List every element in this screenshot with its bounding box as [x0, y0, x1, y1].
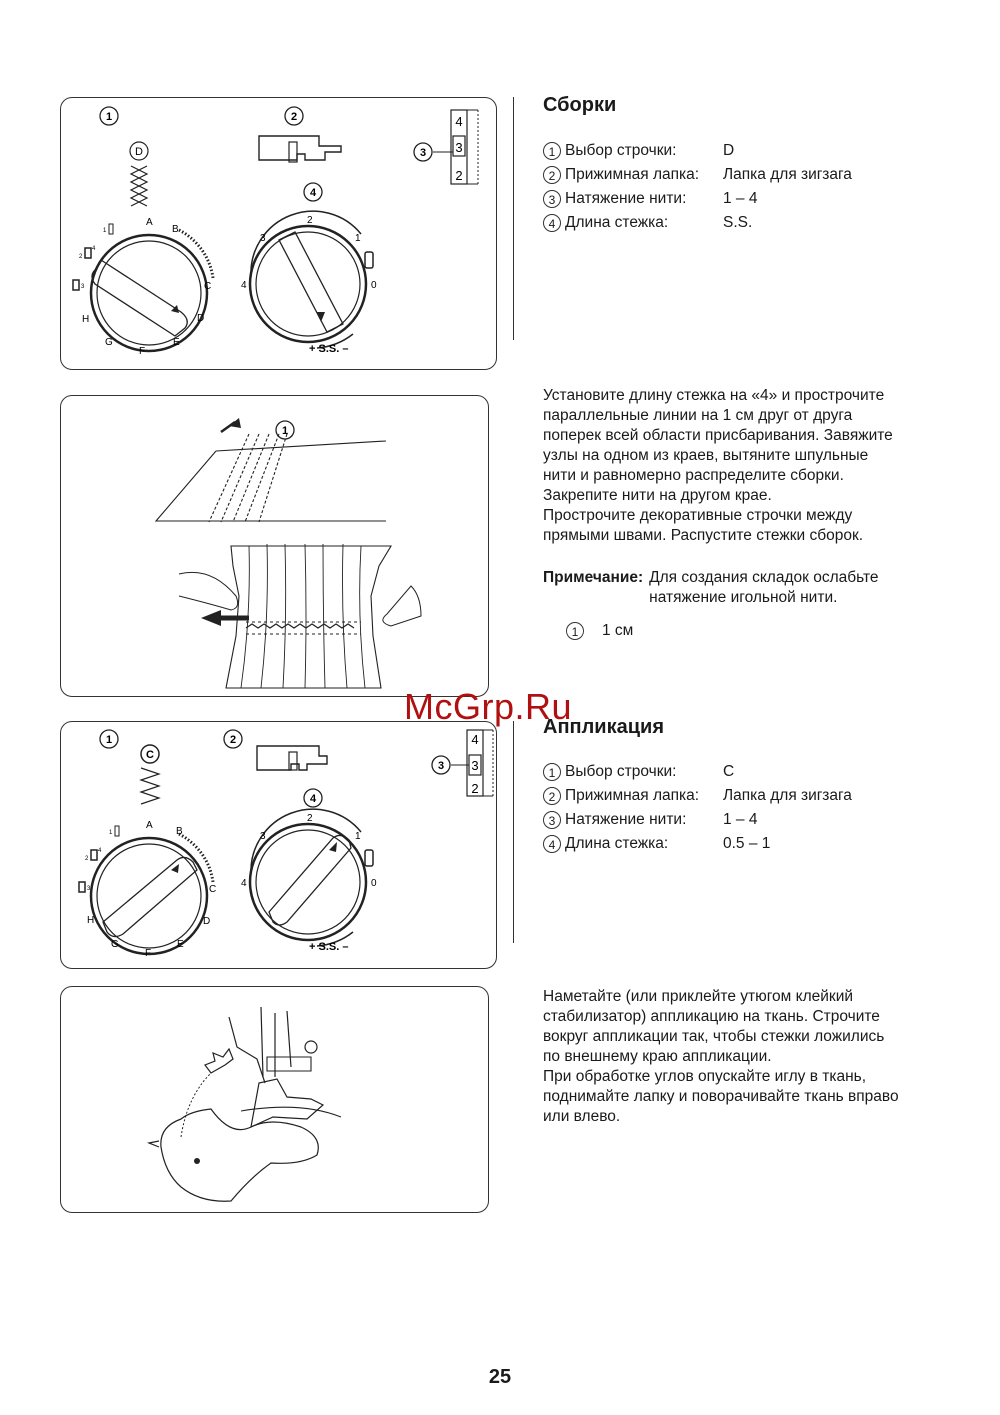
- legend-text: 1 см: [602, 622, 634, 639]
- length-num-2: 2: [307, 813, 313, 824]
- section-title-gathering: Сборки: [543, 94, 617, 116]
- length-num-3: 3: [260, 831, 266, 842]
- tension-num: 2: [455, 168, 463, 183]
- zigzag-stitch-icon: [141, 768, 159, 804]
- length-num-3: 3: [260, 233, 266, 244]
- dial-letter-f: F: [145, 948, 152, 959]
- tension-scale-icon: [451, 730, 493, 796]
- note-text: Для создания складок ослабьте натяжение игольной нити.: [649, 569, 879, 606]
- callout-4-text: 4: [309, 793, 317, 805]
- setting-number: 1: [543, 142, 561, 160]
- step-num: 1: [109, 830, 113, 836]
- dial-letter-c: C: [204, 281, 212, 292]
- gathering-illustration-svg: [61, 396, 490, 698]
- tension-num: 4: [471, 732, 479, 747]
- dial-letter-b: B: [172, 224, 179, 235]
- length-num-1: 1: [355, 233, 361, 244]
- dial-letter-h: H: [82, 314, 90, 325]
- step-num: 3: [87, 886, 91, 892]
- tension-scale-icon: [433, 110, 478, 184]
- setting-value: 1 – 4: [723, 811, 758, 828]
- setting-label: Прижимная лапка:: [565, 787, 700, 804]
- dial-letter-e: E: [177, 939, 184, 950]
- dial-letter-a: A: [146, 820, 153, 831]
- setting-row: [543, 760, 852, 784]
- setting-label: Прижимная лапка:: [565, 166, 700, 183]
- dial-letter-b: B: [176, 826, 183, 837]
- legend-row: [566, 621, 633, 641]
- setting-value: 0.5 – 1: [723, 835, 771, 852]
- gathering-illustration: [60, 395, 489, 697]
- setting-number: 4: [543, 835, 561, 853]
- length-num-2: 2: [307, 215, 313, 226]
- tension-num: 3: [455, 140, 463, 155]
- setting-row: [543, 163, 852, 187]
- callout-1-text: 1: [105, 734, 113, 746]
- presser-foot-icon: [257, 746, 327, 770]
- step-num: 1: [103, 228, 107, 234]
- callout-1-text: 1: [281, 425, 289, 437]
- length-num-4: 4: [241, 878, 247, 889]
- step-num: 4: [92, 246, 96, 252]
- setting-label: Длина стежка:: [565, 214, 669, 231]
- watermark: McGrp.Ru: [404, 686, 573, 727]
- callout-4-text: 4: [309, 187, 317, 199]
- callout-2-text: 2: [290, 111, 298, 123]
- setting-value: S.S.: [723, 214, 753, 231]
- setting-row: [543, 784, 852, 808]
- setting-number: 1: [543, 763, 561, 781]
- pattern-letter: C: [146, 749, 154, 761]
- setting-value: D: [723, 142, 735, 159]
- multi-zigzag-stitch-icon: [131, 166, 147, 206]
- callout-2-text: 2: [229, 734, 237, 746]
- divider-line: [513, 721, 514, 943]
- applique-illustration: [60, 986, 489, 1213]
- settings-diagram-gathering: [60, 97, 497, 370]
- callout-3-text: 3: [437, 760, 445, 772]
- settings-diagram-svg: [61, 98, 498, 371]
- length-num-0: 0: [371, 878, 377, 889]
- page-number: 25: [488, 1366, 512, 1388]
- setting-number: 2: [543, 166, 561, 184]
- applique-instructions: Наметайте (или приклейте утюгом клейкий стабилизатор) аппликацию на ткань. Строчите вокруг аппликации так, чтобы стежки ложились по внешнему краю аппликации. При обработке углов опускайте иглу в ткань, поднимайте лапку и поворачивайте ткань вправо или влево.: [543, 988, 899, 1125]
- dial-letter-d: D: [197, 313, 205, 324]
- setting-row: [543, 808, 852, 832]
- setting-number: 4: [543, 214, 561, 232]
- setting-row: [543, 139, 852, 163]
- setting-label: Выбор строчки:: [565, 763, 677, 780]
- settings-diagram-applique: [60, 721, 497, 969]
- presser-foot-icon: [259, 136, 341, 160]
- tension-num: 4: [455, 114, 463, 129]
- gathering-instructions: Установите длину стежка на «4» и прострочите параллельные линии на 1 см друг от друга поперек всей области присбаривания. Завяжите узлы на одном из краев, вытяните шпульные нити и равномерно распределите сборки. Закрепите нити на другом крае. Прострочите декоративные строчки между прямыми швами. Распустите стежки сборок.: [543, 387, 893, 544]
- step-num: 2: [79, 254, 83, 260]
- legend-number: 1: [566, 622, 584, 640]
- length-num-0: 0: [371, 280, 377, 291]
- dial-letter-c: C: [209, 884, 217, 895]
- setting-label: Натяжение нити:: [565, 190, 687, 207]
- pattern-selector-dial: [91, 834, 213, 954]
- setting-row: [543, 187, 852, 211]
- dial-letter-g: G: [111, 939, 119, 950]
- stitch-length-dial: [250, 211, 373, 348]
- settings-list-gathering: [543, 139, 852, 235]
- pattern-selector-dial: [91, 230, 213, 351]
- length-num-4: 4: [241, 280, 247, 291]
- setting-number: 3: [543, 811, 561, 829]
- setting-value: C: [723, 763, 735, 780]
- length-ss: + S.S. –: [309, 343, 349, 355]
- section-title-applique: Аппликация: [543, 716, 664, 738]
- note-label: Примечание:: [543, 569, 644, 586]
- dial-letter-h: H: [87, 915, 95, 926]
- setting-value: Лапка для зигзага: [723, 787, 852, 804]
- divider-line: [513, 97, 514, 340]
- setting-value: Лапка для зигзага: [723, 166, 852, 183]
- dial-letter-e: E: [173, 337, 180, 348]
- step-num: 3: [81, 284, 85, 290]
- callout-1-text: 1: [105, 111, 113, 123]
- setting-row: [543, 832, 852, 856]
- applique-illustration-svg: [61, 987, 490, 1214]
- tension-num: 2: [471, 781, 479, 796]
- stitch-length-dial: [250, 809, 373, 946]
- setting-label: Длина стежка:: [565, 835, 669, 852]
- setting-row: [543, 211, 852, 235]
- setting-number: 2: [543, 787, 561, 805]
- dial-letter-a: A: [146, 217, 153, 228]
- callout-3-text: 3: [419, 147, 427, 159]
- step-num: 2: [85, 856, 89, 862]
- setting-label: Выбор строчки:: [565, 142, 677, 159]
- setting-number: 3: [543, 190, 561, 208]
- step-num: 4: [98, 848, 102, 854]
- settings-diagram-svg: [61, 722, 498, 970]
- dial-letter-d: D: [203, 916, 211, 927]
- tension-num: 3: [471, 758, 479, 773]
- pattern-letter: D: [135, 146, 143, 158]
- setting-label: Натяжение нити:: [565, 811, 687, 828]
- length-num-1: 1: [355, 831, 361, 842]
- setting-value: 1 – 4: [723, 190, 758, 207]
- settings-list-applique: [543, 760, 852, 856]
- length-ss: + S.S. –: [309, 941, 349, 953]
- dial-letter-f: F: [139, 346, 146, 357]
- note-block: [543, 568, 879, 608]
- dial-letter-g: G: [105, 337, 113, 348]
